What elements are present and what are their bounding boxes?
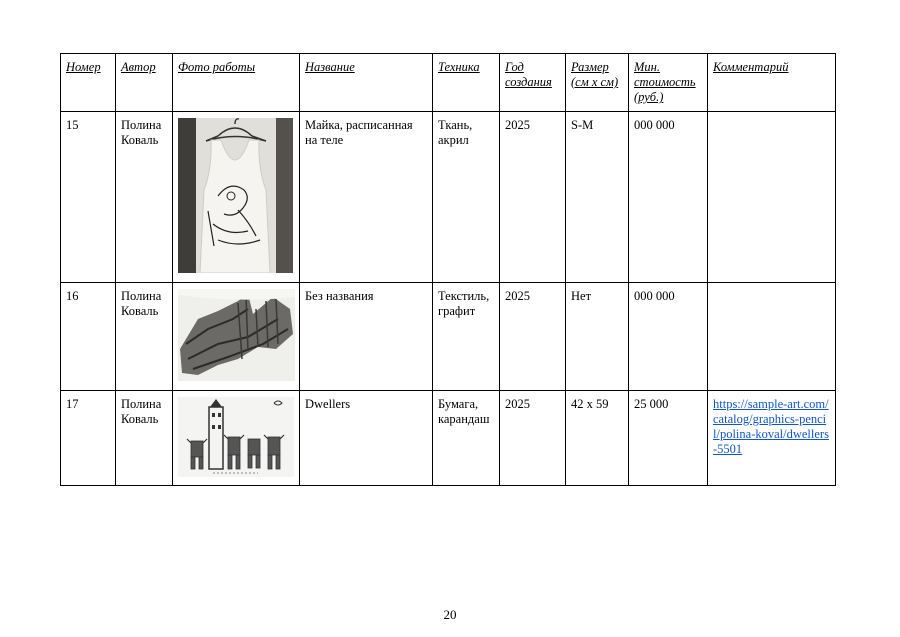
cell-photo	[173, 283, 300, 391]
header-technique: Техника	[433, 54, 500, 112]
table-header-row	[61, 54, 836, 112]
cell-title: Dwellers	[300, 391, 433, 486]
cell-year: 2025	[500, 112, 566, 283]
cell-comment	[708, 391, 836, 486]
painted-tank-top-photo	[178, 118, 293, 273]
table-row	[61, 391, 836, 486]
header-year: Год создания	[500, 54, 566, 112]
cell-technique: Ткань, акрил	[433, 112, 500, 283]
cell-size: S-M	[566, 112, 629, 283]
cell-price: 000 000	[629, 283, 708, 391]
graphite-textile-photo	[178, 289, 295, 381]
cell-size: Нет	[566, 283, 629, 391]
header-number: Номер	[61, 54, 116, 112]
header-photo: Фото работы	[173, 54, 300, 112]
header-author: Автор	[116, 54, 173, 112]
cell-title: Майка, расписанная на теле	[300, 112, 433, 283]
cell-photo	[173, 391, 300, 486]
cell-year: 2025	[500, 391, 566, 486]
cell-title: Без названия	[300, 283, 433, 391]
cell-technique: Текстиль, графит	[433, 283, 500, 391]
dwellers-drawing-photo	[178, 397, 294, 477]
artwork-link[interactable]: https://sample-art.com/catalog/graphics-pencil/polina-koval/dwellers-5501	[713, 397, 829, 456]
cell-comment	[708, 112, 836, 283]
cell-size: 42 x 59	[566, 391, 629, 486]
cell-year: 2025	[500, 283, 566, 391]
cell-technique: Бумага, карандаш	[433, 391, 500, 486]
cell-number: 15	[61, 112, 116, 283]
artwork-catalog-table	[60, 53, 836, 486]
header-title: Название	[300, 54, 433, 112]
header-comment: Комментарий	[708, 54, 836, 112]
cell-author: Полина Коваль	[116, 283, 173, 391]
cell-number: 17	[61, 391, 116, 486]
cell-number: 16	[61, 283, 116, 391]
cell-price: 25 000	[629, 391, 708, 486]
cell-comment	[708, 283, 836, 391]
cell-photo	[173, 112, 300, 283]
cell-author: Полина Коваль	[116, 391, 173, 486]
cell-author: Полина Коваль	[116, 112, 173, 283]
page-number: 20	[443, 607, 457, 622]
cell-price: 000 000	[629, 112, 708, 283]
header-size: Размер (см x см)	[566, 54, 629, 112]
table-row	[61, 283, 836, 391]
table-row	[61, 112, 836, 283]
header-price: Мин. стоимость (руб.)	[629, 54, 708, 112]
